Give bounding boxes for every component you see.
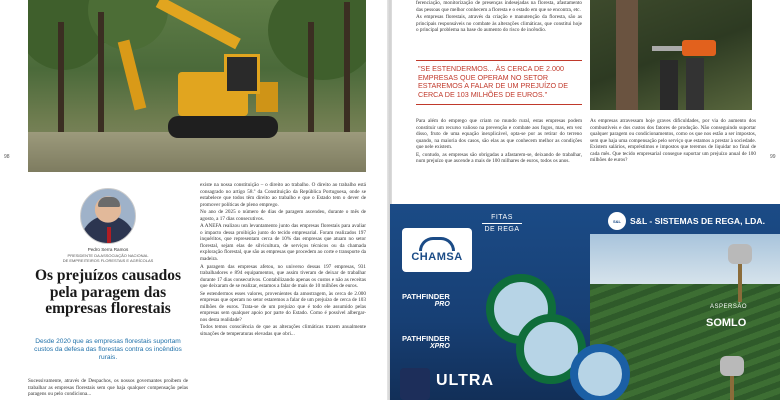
body-column-middle — [200, 182, 366, 339]
page-number-left: 98 — [4, 154, 10, 160]
chamsa-logo — [402, 228, 472, 272]
sl-brand-name: S&L - SISTEMAS DE REGA, LDA. — [630, 216, 765, 226]
paragraph: existe na nossa constituição – o direito ao trabalho. O direito ao trabalho está consagrado no artigo 58.º da Constituição da República Portuguesa, onde se estabelece que todos têm direito ao trabalho e que o Estado tem o dever de promover políticas de pleno emprego. — [200, 182, 366, 208]
page-number-right: 99 — [770, 154, 776, 160]
product-pathfinder-pro: PATHFINDER PRO — [402, 292, 450, 308]
body-column-right-top — [416, 0, 582, 35]
ad-category-aspersao: ASPERSÃO — [710, 304, 748, 310]
product-pathfinder-xpro: PATHFINDER XPRO — [402, 334, 450, 350]
pull-quote: "SE ESTENDERMOS... ÀS CERCA DE 2.000 EMPRESAS QUE OPERAM NO SETOR ESTAREMOS A FALAR DE UM PREJUÍZO DE CERCA DE 103 MILHÕES DE EUROS." — [416, 60, 582, 105]
paragraph: Se estendermos esses valores, provenientes da amostragem, às cerca de 2.000 empresas que operam no setor estaremos a falar de um prejuízo de cerca de 103 milhões de euros. Trata-se de um prejuízo que é todo ele assumido pelas empresas sem qualquer apoio por parte do Estado. Como é possível albergar-nos desta realidade? — [200, 290, 366, 323]
paragraph: Sucessivamente, através de Despachos, os nossos governantes proibem de trabalhar as empresas florestais sem que haja qualquer compensação pelas paragens ou pelo condiciona... — [28, 378, 188, 398]
chainsaw-worker-photo — [590, 0, 752, 110]
body-column-left — [28, 378, 188, 398]
drip-tape-reel-icon — [570, 344, 630, 400]
advertisement[interactable] — [390, 204, 780, 400]
sl-brand — [608, 212, 765, 230]
paragraph: No ano de 2025 o número de dias de paragem ascendeu, durante o mês de agosto, a 17 dias consecutivos. — [200, 209, 366, 222]
sl-logo-icon: S&L — [608, 212, 626, 230]
sprinkler-icon — [728, 244, 752, 264]
body-column-right-1 — [416, 118, 582, 166]
excavator-photo — [28, 0, 366, 172]
paragraph: Para além do emprego que criam no mundo rural, estas empresas podem constituir um recurso valioso na prevenção e combate aos fogos, mas, em vez disso, fruto de uma equação inexplicável, opta-se por as retirar do terreno quando, na maioria dos casos, são elas as que conhecem melhor as condições que nele existem. — [416, 118, 582, 151]
paragraph: As empresas florestais, através da criação e manutenção da floresta, são as principais responsáveis no combate às alterações climáticas, que constitui hoje o principal problema na base do aumento do risco de incêndio. — [416, 14, 582, 34]
tube-icon — [400, 368, 430, 400]
article-title: Os prejuízos causados pela paragem das empresas florestais — [34, 267, 182, 318]
sprinkler-icon — [720, 356, 744, 376]
author-role: PRESIDENTE DA ASSOCIAÇÃO NACIONAL DE EMPREITEIROS FLORESTAIS E AGRÍCOLAS — [62, 253, 154, 264]
ad-category-fitas: FITAS DE REGA — [482, 212, 522, 235]
paragraph: A ANEFA realizou um levantamento junto das empresas florestais para avaliar o impacto dessa proibição junto do tecido empresarial. Foram realizados 197 inquéritos, que representam cerca de 10% das empresas que atuam no setor florestal, sejam elas de silvicultura, de serviços técnicos ou da chamada exploração florestal, que são as empresas que procedem ao corte e transporte da madeira. — [200, 223, 366, 263]
paragraph: A paragem das empresas afetou, no universo dessas 197 empresas, 931 trabalhadores e 894 equipamentos, que assim tiveram de deixar de trabalhar durante 17 dias consecutivos. Contabilizando apenas os custos e não as receitas que deixaram de se realizar, estamos a falar de mais de 10 milhões de euros. — [200, 263, 366, 290]
article-lead: Desde 2020 que as empresas florestais suportam custos da defesa das florestas contra os incêndios rurais. — [34, 338, 182, 361]
paragraph: E, contudo, as empresas são obrigadas a afastarem-se, deixando de trabalhar, num prejuízo que ascende a mais de 100 milhares de euros, todos os anos. — [416, 151, 582, 165]
author-photo — [80, 188, 136, 244]
paragraph: ferenciação, monitorização de presenças indesejadas na floresta, afastamento das pessoas que melhor conhecem a floresta e o estado em que se encontra, etc. — [416, 0, 582, 13]
body-column-right-2 — [590, 118, 756, 165]
somlo-brand: SOMLO — [706, 317, 747, 329]
chamsa-label: CHAMSA — [411, 251, 463, 263]
paragraph: Todos temos consciência de que as alterações climáticas trazem anualmente situações de temperaturas elevadas que obri... — [200, 324, 366, 338]
left-page — [0, 0, 388, 400]
product-ultra: ULTRA — [436, 372, 495, 389]
paragraph: As empresas atravessam hoje graves dificuldades, por via do aumento dos combustíveis e dos custos dos fatores de produção. Não conseguindo suportar qualquer paragem ou condicionamentos, como os que nos estão a ser impostos, sem que haja uma compensação pelo serviço que estamos a prestar à sociedade. Existem salários, empréstimos e impostos que teremos de liquidar no final de cada mês. Que tecido empresarial consegue suportar um prejuízo anual de 100 milhões de euros? — [590, 118, 756, 164]
chamsa-arc-icon — [419, 237, 455, 251]
author-name: Pedro Serra Ramos — [87, 247, 129, 252]
